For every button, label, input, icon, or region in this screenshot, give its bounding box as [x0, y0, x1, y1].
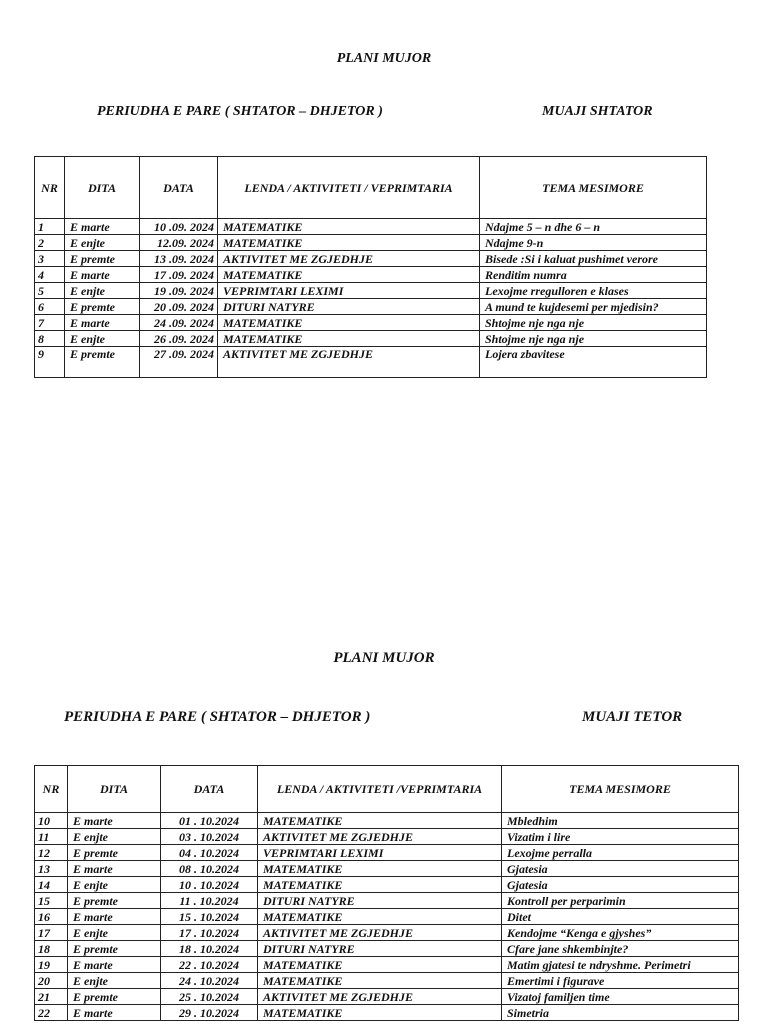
row-dita: E marte	[68, 1005, 161, 1021]
row-nr: 6	[35, 299, 65, 315]
table-row	[35, 813, 739, 829]
row-dita: E premte	[68, 893, 161, 909]
row-lenda: AKTIVITET ME ZGJEDHJE	[258, 925, 502, 941]
row-lenda: MATEMATIKE	[218, 219, 480, 235]
table-row	[35, 331, 707, 347]
plan-table-september	[34, 156, 707, 378]
row-data: 25 . 10.2024	[161, 989, 258, 1005]
row-dita: E marte	[65, 267, 140, 283]
table-row	[35, 957, 739, 973]
row-data: 17 . 10.2024	[161, 925, 258, 941]
row-lenda: MATEMATIKE	[218, 235, 480, 251]
table-row	[35, 283, 707, 299]
row-data: 01 . 10.2024	[161, 813, 258, 829]
table-header-row	[35, 157, 707, 219]
row-dita: E marte	[65, 315, 140, 331]
row-lenda: MATEMATIKE	[218, 267, 480, 283]
month-heading: MUAJI TETOR	[582, 709, 683, 725]
row-data: 03 . 10.2024	[161, 829, 258, 845]
table-row	[35, 989, 739, 1005]
header-nr: NR	[35, 766, 68, 813]
row-tema: A mund te kujdesemi per mjedisin?	[480, 299, 707, 315]
row-tema: Matim gjatesi te ndryshme. Perimetri	[502, 957, 739, 973]
row-tema: Gjatesia	[502, 877, 739, 893]
row-data: 15 . 10.2024	[161, 909, 258, 925]
row-data: 26 .09. 2024	[140, 331, 218, 347]
header-data: DATA	[140, 157, 218, 219]
plan-table-october	[34, 765, 739, 1021]
row-tema: Ndajme 5 – n dhe 6 – n	[480, 219, 707, 235]
row-nr: 12	[35, 845, 68, 861]
row-tema: Kontroll per perparimin	[502, 893, 739, 909]
row-lenda: MATEMATIKE	[258, 877, 502, 893]
row-tema: Gjatesia	[502, 861, 739, 877]
table-row	[35, 267, 707, 283]
row-tema: Kendojme “Kenga e gjyshes”	[502, 925, 739, 941]
row-tema: Ndajme 9-n	[480, 235, 707, 251]
row-dita: E enjte	[68, 973, 161, 989]
table-row	[35, 925, 739, 941]
header-data: DATA	[161, 766, 258, 813]
row-lenda: AKTIVITET ME ZGJEDHJE	[218, 251, 480, 267]
table-row	[35, 251, 707, 267]
row-lenda: MATEMATIKE	[258, 1005, 502, 1021]
row-nr: 19	[35, 957, 68, 973]
row-tema: Lojera zbavitese	[480, 347, 707, 378]
row-nr: 21	[35, 989, 68, 1005]
period-heading: PERIUDHA E PARE ( SHTATOR – DHJETOR )	[64, 709, 371, 725]
row-data: 18 . 10.2024	[161, 941, 258, 957]
row-lenda: DITURI NATYRE	[218, 299, 480, 315]
row-dita: E enjte	[68, 925, 161, 941]
row-nr: 9	[35, 347, 65, 378]
table-row	[35, 909, 739, 925]
row-dita: E enjte	[68, 829, 161, 845]
row-tema: Vizatim i lire	[502, 829, 739, 845]
row-tema: Shtojme nje nga nje	[480, 331, 707, 347]
row-dita: E premte	[65, 347, 140, 378]
row-data: 08 . 10.2024	[161, 861, 258, 877]
row-tema: Simetria	[502, 1005, 739, 1021]
row-nr: 2	[35, 235, 65, 251]
row-lenda: MATEMATIKE	[258, 957, 502, 973]
row-tema: Mbledhim	[502, 813, 739, 829]
row-nr: 1	[35, 219, 65, 235]
row-tema: Lexojme rregulloren e klases	[480, 283, 707, 299]
row-data: 12.09. 2024	[140, 235, 218, 251]
row-nr: 17	[35, 925, 68, 941]
header-dita: DITA	[65, 157, 140, 219]
row-lenda: MATEMATIKE	[218, 315, 480, 331]
table-row	[35, 315, 707, 331]
table-row	[35, 877, 739, 893]
table-row	[35, 845, 739, 861]
row-dita: E marte	[68, 957, 161, 973]
row-nr: 10	[35, 813, 68, 829]
row-dita: E premte	[65, 299, 140, 315]
row-tema: Emertimi i figurave	[502, 973, 739, 989]
row-tema: Lexojme perralla	[502, 845, 739, 861]
row-tema: Cfare jane shkembinjte?	[502, 941, 739, 957]
row-dita: E premte	[68, 989, 161, 1005]
table-row	[35, 893, 739, 909]
row-nr: 15	[35, 893, 68, 909]
table-row	[35, 861, 739, 877]
row-data: 24 . 10.2024	[161, 973, 258, 989]
row-dita: E enjte	[65, 331, 140, 347]
row-lenda: VEPRIMTARI LEXIMI	[218, 283, 480, 299]
row-tema: Bisede :Si i kaluat pushimet verore	[480, 251, 707, 267]
row-dita: E marte	[68, 813, 161, 829]
header-dita: DITA	[68, 766, 161, 813]
row-lenda: MATEMATIKE	[258, 813, 502, 829]
row-dita: E marte	[68, 909, 161, 925]
row-dita: E premte	[68, 941, 161, 957]
row-nr: 22	[35, 1005, 68, 1021]
header-tema: TEMA MESIMORE	[480, 157, 707, 219]
table-row	[35, 829, 739, 845]
row-tema: Shtojme nje nga nje	[480, 315, 707, 331]
header-lenda: LENDA / AKTIVITETI / VEPRIMTARIA	[218, 157, 480, 219]
row-data: 13 .09. 2024	[140, 251, 218, 267]
table-row	[35, 299, 707, 315]
row-data: 17 .09. 2024	[140, 267, 218, 283]
header-lenda: LENDA / AKTIVITETI /VEPRIMTARIA	[258, 766, 502, 813]
row-dita: E enjte	[65, 283, 140, 299]
row-lenda: MATEMATIKE	[258, 973, 502, 989]
row-tema: Vizatoj familjen time	[502, 989, 739, 1005]
row-dita: E enjte	[68, 877, 161, 893]
page-title: PLANI MUJOR	[336, 51, 432, 66]
row-lenda: AKTIVITET ME ZGJEDHJE	[218, 347, 480, 378]
row-data: 19 .09. 2024	[140, 283, 218, 299]
row-lenda: DITURI NATYRE	[258, 941, 502, 957]
row-lenda: AKTIVITET ME ZGJEDHJE	[258, 989, 502, 1005]
period-heading: PERIUDHA E PARE ( SHTATOR – DHJETOR )	[97, 104, 383, 119]
table-row	[35, 347, 707, 378]
header-nr: NR	[35, 157, 65, 219]
page-title: PLANI MUJOR	[333, 650, 435, 666]
row-lenda: VEPRIMTARI LEXIMI	[258, 845, 502, 861]
row-data: 22 . 10.2024	[161, 957, 258, 973]
row-data: 20 .09. 2024	[140, 299, 218, 315]
row-data: 10 . 10.2024	[161, 877, 258, 893]
row-nr: 3	[35, 251, 65, 267]
row-data: 27 .09. 2024	[140, 347, 218, 378]
row-nr: 11	[35, 829, 68, 845]
row-nr: 20	[35, 973, 68, 989]
row-nr: 7	[35, 315, 65, 331]
table-row	[35, 219, 707, 235]
header-tema: TEMA MESIMORE	[502, 766, 739, 813]
row-dita: E marte	[65, 219, 140, 235]
table-header-row	[35, 766, 739, 813]
row-lenda: AKTIVITET ME ZGJEDHJE	[258, 829, 502, 845]
row-tema: Ditet	[502, 909, 739, 925]
table-row	[35, 235, 707, 251]
row-lenda: MATEMATIKE	[258, 861, 502, 877]
row-data: 11 . 10.2024	[161, 893, 258, 909]
row-nr: 8	[35, 331, 65, 347]
row-data: 24 .09. 2024	[140, 315, 218, 331]
table-row	[35, 1005, 739, 1021]
row-tema: Renditim numra	[480, 267, 707, 283]
row-dita: E premte	[68, 845, 161, 861]
row-data: 10 .09. 2024	[140, 219, 218, 235]
row-nr: 14	[35, 877, 68, 893]
row-nr: 18	[35, 941, 68, 957]
row-dita: E marte	[68, 861, 161, 877]
table-row	[35, 973, 739, 989]
row-nr: 4	[35, 267, 65, 283]
row-dita: E enjte	[65, 235, 140, 251]
row-lenda: MATEMATIKE	[218, 331, 480, 347]
row-nr: 13	[35, 861, 68, 877]
month-heading: MUAJI SHTATOR	[542, 104, 653, 119]
row-lenda: MATEMATIKE	[258, 909, 502, 925]
row-lenda: DITURI NATYRE	[258, 893, 502, 909]
row-nr: 5	[35, 283, 65, 299]
table-row	[35, 941, 739, 957]
row-nr: 16	[35, 909, 68, 925]
row-dita: E premte	[65, 251, 140, 267]
row-data: 29 . 10.2024	[161, 1005, 258, 1021]
row-data: 04 . 10.2024	[161, 845, 258, 861]
